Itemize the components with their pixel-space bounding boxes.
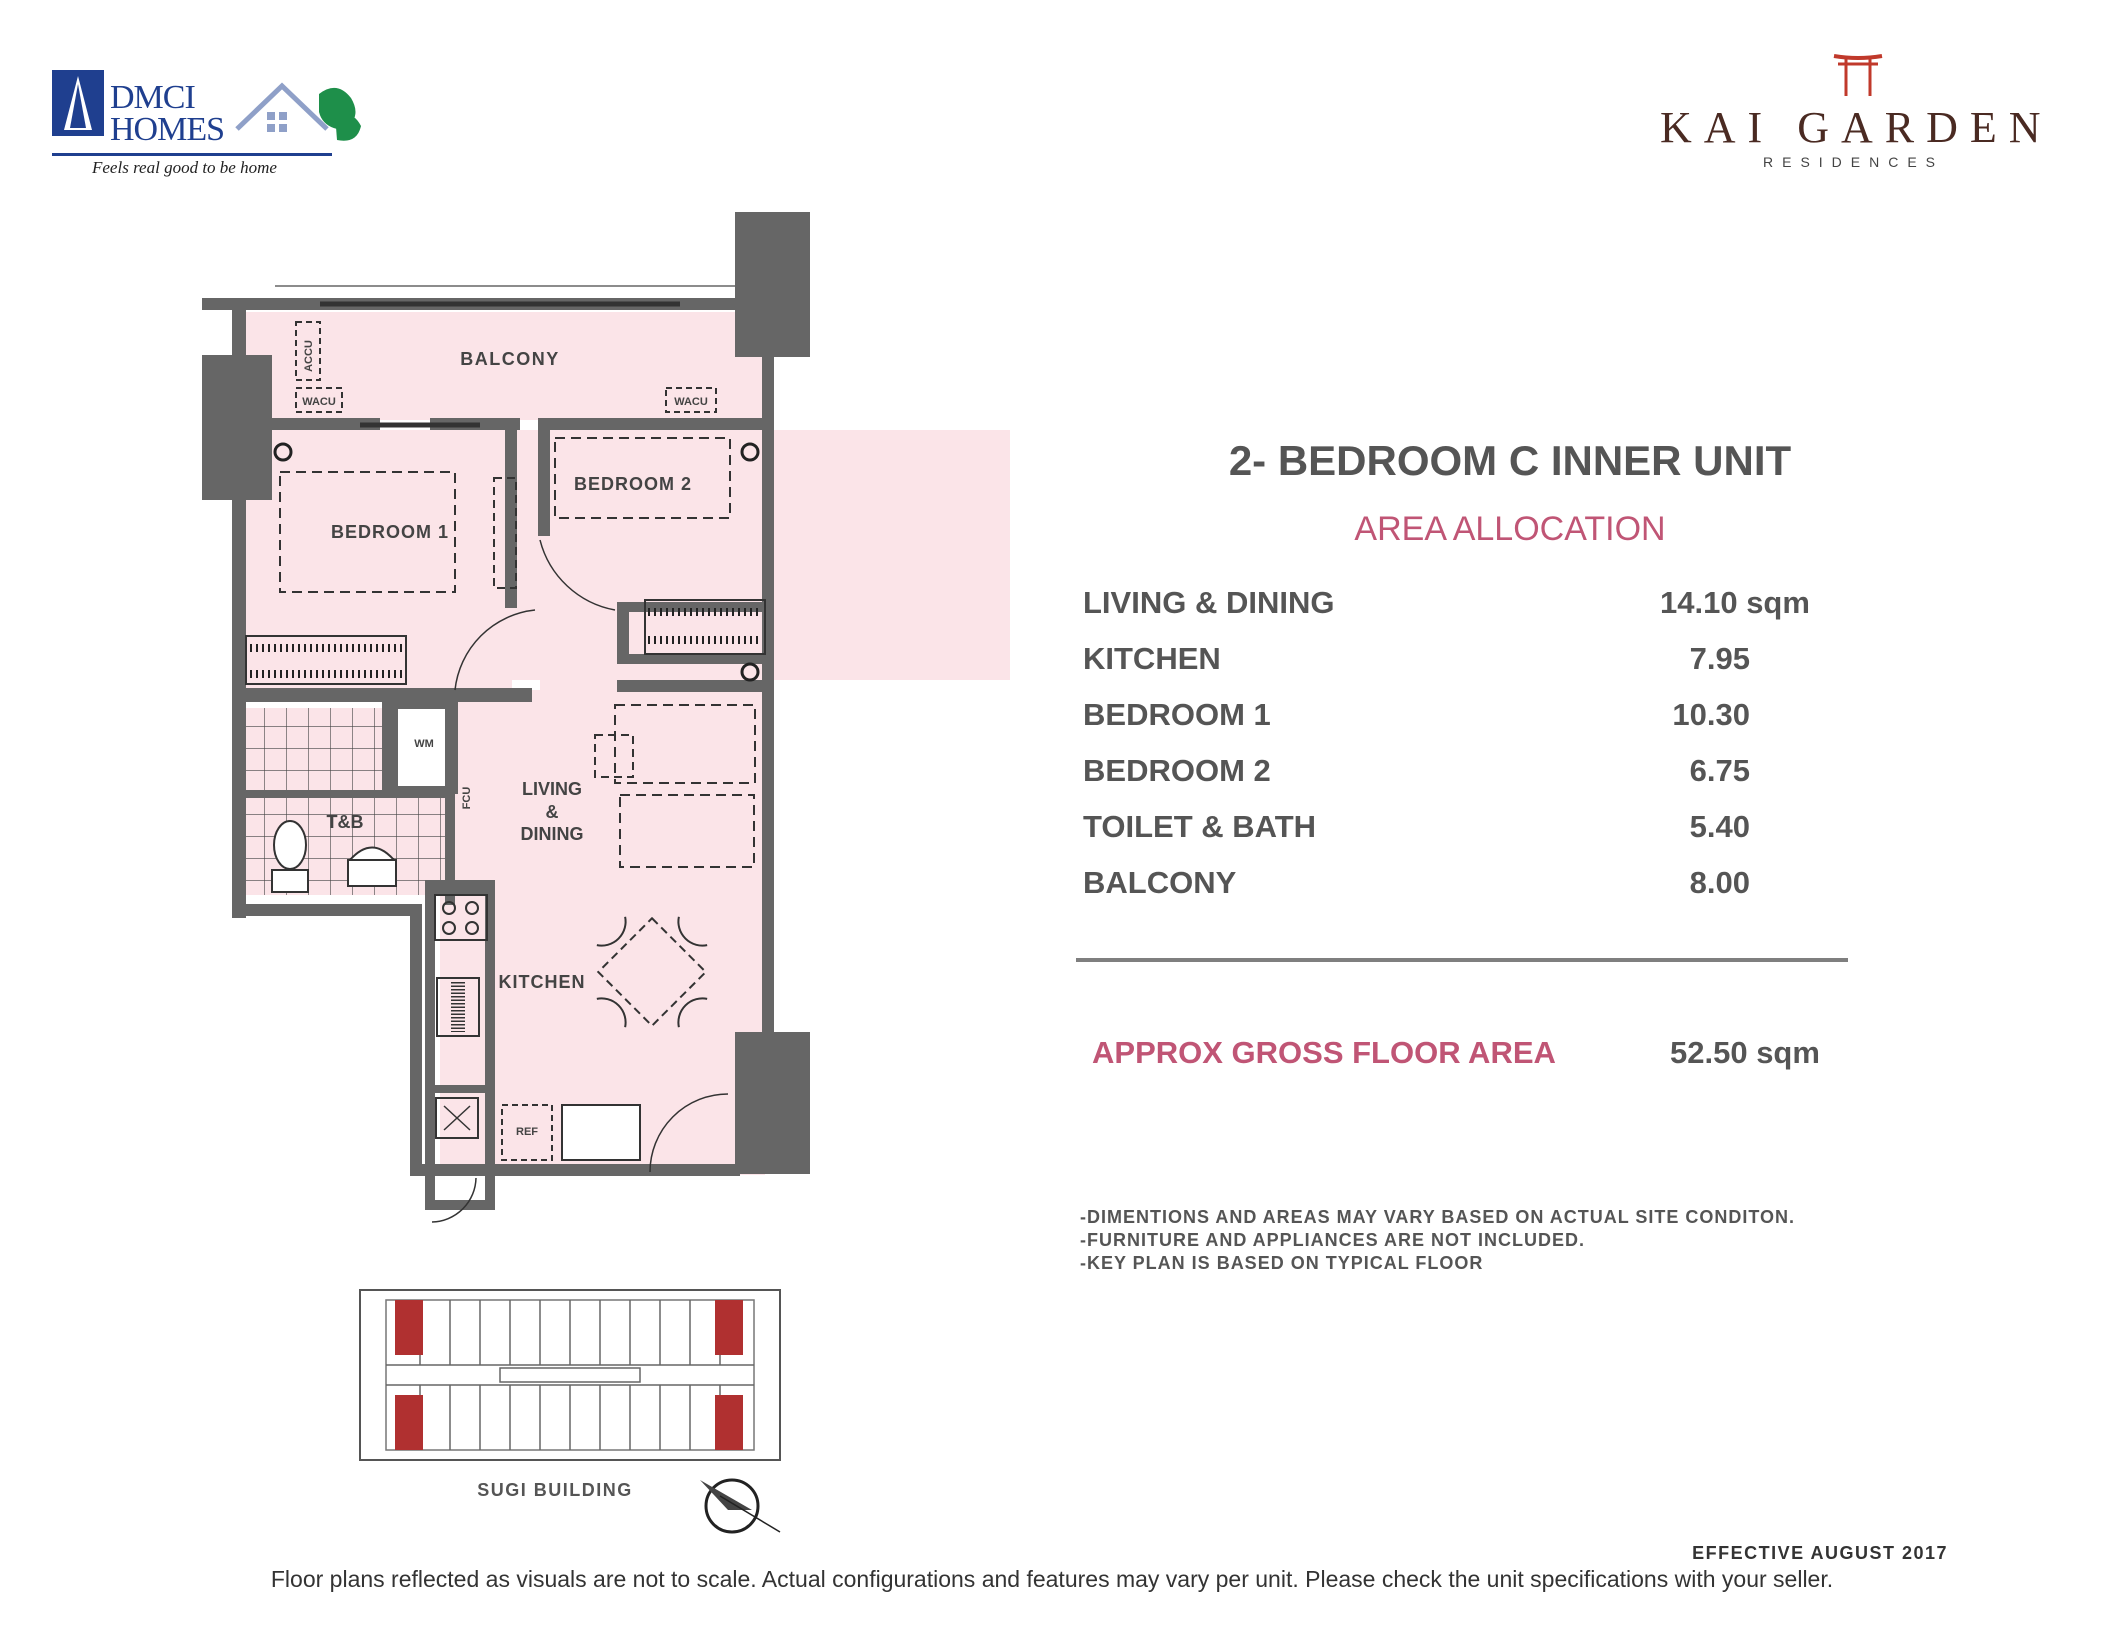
- dmci-tagline: Feels real good to be home: [92, 158, 277, 177]
- area-label-toilet-bath: TOILET & BATH: [1083, 809, 1317, 844]
- disclaimer: Floor plans reflected as visuals are not to scale. Actual configurations and features may vary per unit. Please check the unit specifications with your seller.: [270, 1566, 1834, 1592]
- area-value-toilet-bath: 5.40: [1689, 809, 1750, 844]
- note-1: -DIMENTIONS AND AREAS MAY VARY BASED ON ACTUAL SITE CONDITON.: [1080, 1207, 1796, 1227]
- area-label-kitchen: KITCHEN: [1083, 641, 1221, 676]
- area-allocation-title: AREA ALLOCATION: [1354, 510, 1666, 548]
- kai-garden-logo: [1660, 50, 2070, 170]
- torii-gate-icon: [1830, 50, 1886, 98]
- note-3: -KEY PLAN IS BASED ON TYPICAL FLOOR: [1080, 1253, 1484, 1273]
- gross-floor-area-label: APPROX GROSS FLOOR AREA: [1092, 1035, 1556, 1070]
- area-label-living-dining: LIVING & DINING: [1083, 585, 1335, 620]
- label-kitchen: KITCHEN: [498, 972, 586, 992]
- north-arrow-icon: [690, 1470, 790, 1540]
- area-value-kitchen: 7.95: [1689, 641, 1750, 676]
- effective-date: EFFECTIVE AUGUST 2017: [1692, 1543, 1948, 1563]
- label-living-amp: &: [545, 802, 559, 822]
- area-label-bedroom-1: BEDROOM 1: [1083, 697, 1271, 732]
- label-balcony: BALCONY: [460, 349, 560, 369]
- area-value-living-dining: 14.10 sqm: [1660, 585, 1810, 620]
- note-2: -FURNITURE AND APPLIANCES ARE NOT INCLUDED.: [1080, 1230, 1585, 1250]
- label-fcu: FCU: [461, 786, 473, 810]
- key-plan-label: SUGI BUILDING: [477, 1480, 633, 1500]
- label-wm: WM: [414, 738, 434, 750]
- area-value-bedroom-1: 10.30: [1672, 697, 1750, 732]
- label-wacu-1: WACU: [302, 396, 336, 408]
- dmci-word: DMCI: [110, 79, 195, 116]
- label-ref: REF: [516, 1126, 538, 1138]
- kai-garden-name: KAI GARDEN: [1660, 103, 2053, 152]
- label-dining: DINING: [520, 824, 584, 844]
- kai-garden-sub: RESIDENCES: [1763, 154, 1945, 170]
- area-divider: [1076, 958, 1848, 962]
- label-living: LIVING: [521, 779, 583, 799]
- label-bedroom-2: BEDROOM 2: [573, 474, 693, 494]
- area-label-bedroom-2: BEDROOM 2: [1083, 753, 1271, 788]
- homes-word: HOMES: [110, 111, 225, 148]
- room-fills: [242, 312, 1010, 1175]
- label-bedroom-1: BEDROOM 1: [330, 522, 450, 542]
- key-plan: [350, 1280, 790, 1470]
- unit-title: 2- BEDROOM C INNER UNIT: [1228, 437, 1792, 484]
- area-value-balcony: 8.00: [1689, 865, 1750, 900]
- key-plan-highlight-units: [395, 1300, 743, 1450]
- floor-plan: [0, 0, 1040, 1250]
- area-value-bedroom-2: 6.75: [1689, 753, 1750, 788]
- area-label-balcony: BALCONY: [1083, 865, 1237, 900]
- label-accu: ACCU: [303, 340, 315, 372]
- label-wacu-2: WACU: [674, 396, 708, 408]
- gross-floor-area-value: 52.50 sqm: [1670, 1035, 1820, 1070]
- label-tb: T&B: [326, 812, 364, 832]
